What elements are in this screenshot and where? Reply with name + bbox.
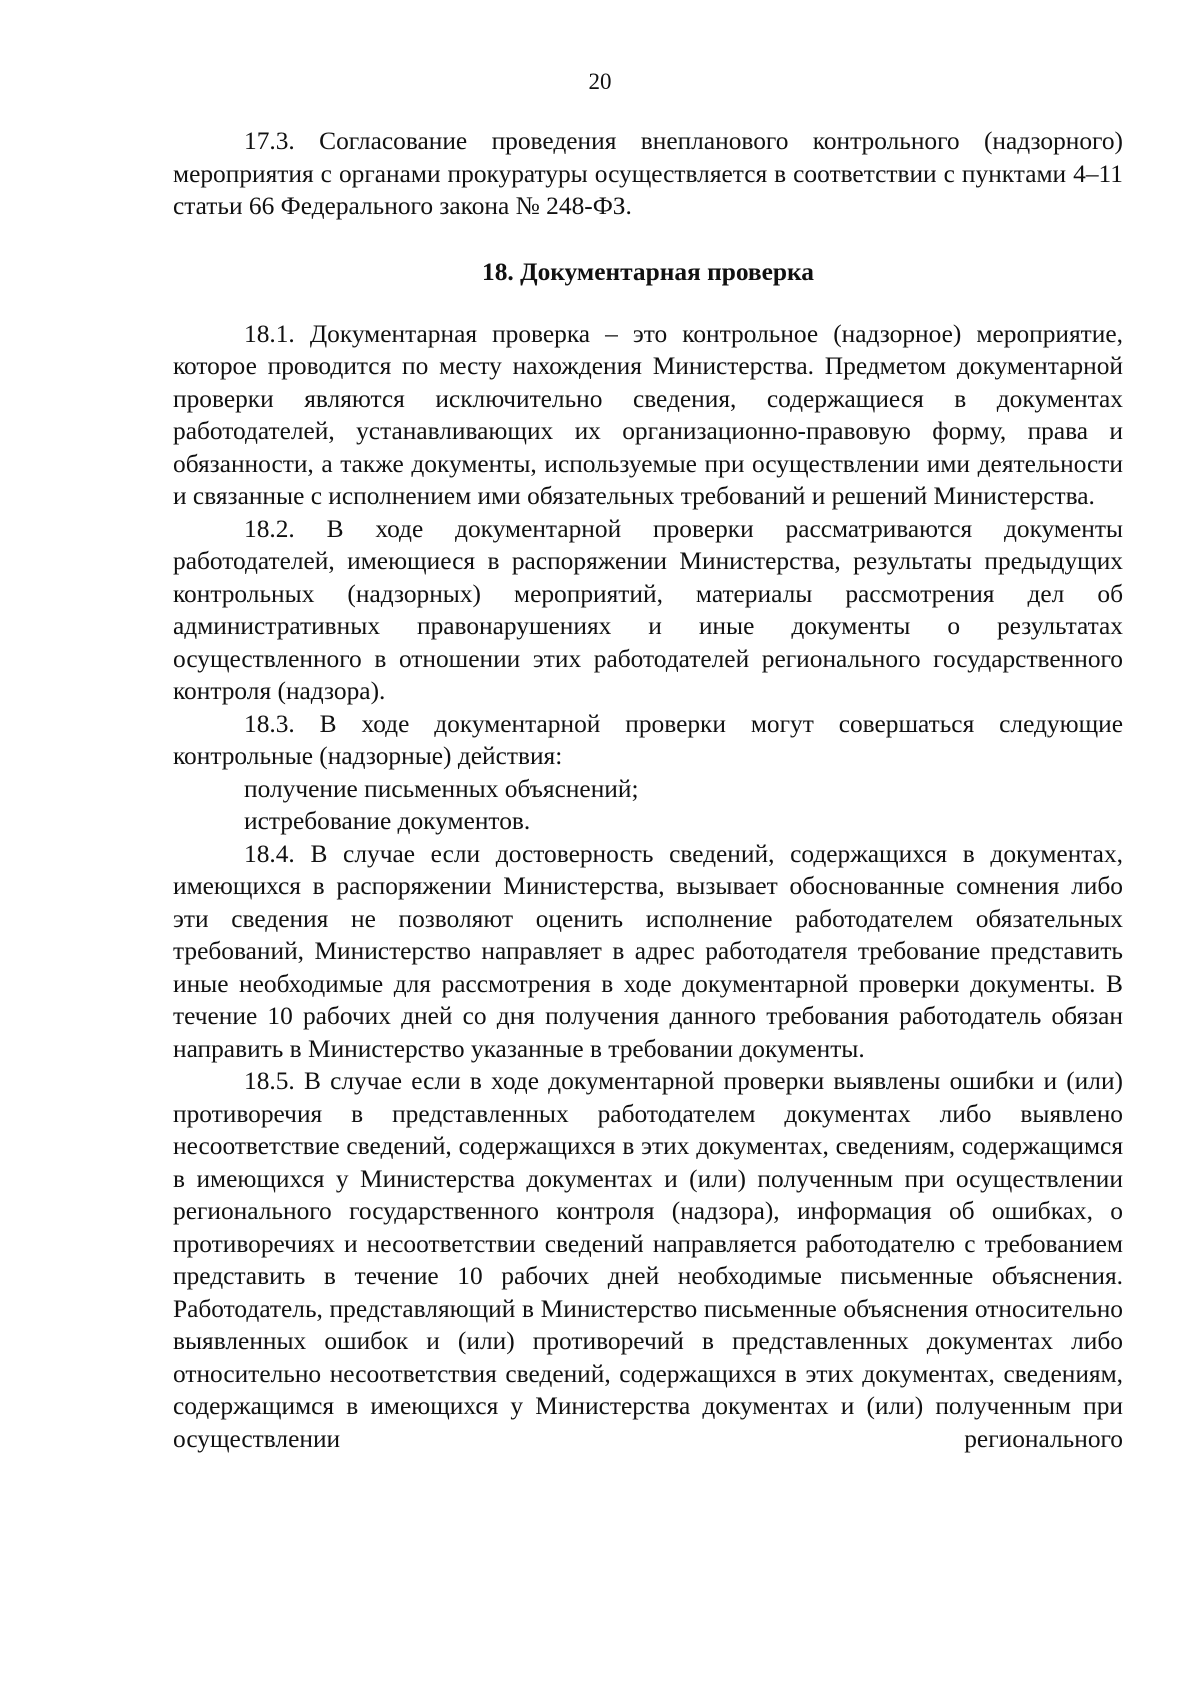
paragraph-18-3: 18.3. В ходе документарной проверки могут совершаться следующие контрольные (надзорные) действия: <box>173 709 1123 770</box>
paragraph-18-4: 18.4. В случае если достоверность сведений, содержащихся в документах, имеющихся в распоряжении Министерства, вызывает обоснованные сомнения либо эти сведения не позволяют оценить исполнение работодателем обязательных требований, Министерство направляет в адрес работодателя требование представить иные необходимые для рассмотрения в ходе документарной проверки документы. В течение 10 рабочих дней со дня получения данного требования работодатель обязан направить в Министерство указанные в требовании документы. <box>173 839 1123 1063</box>
paragraph-18-2: 18.2. В ходе документарной проверки рассматриваются документы работодателей, имеющиеся в распоряжении Министерства, результаты предыдущих контрольных (надзорных) мероприятий, материалы рассмотрения дел об административных правонарушениях и иные документы о результатах осуществленного в отношении этих работодателей регионального государственного контроля (надзора). <box>173 514 1123 705</box>
paragraph-18-5: 18.5. В случае если в ходе документарной проверки выявлены ошибки и (или) противоречия в представленных работодателем документах либо выявлено несоответствие сведений, содержащихся в этих документах, сведениям, содержащимся в имеющихся у Министерства документах и (или) полученным при осуществлении регионального государственного контроля (надзора), информация об ошибках, о противоречиях и несоответствии сведений направляется работодателю с требованием представить в течение 10 рабочих дней необходимые письменные объяснения. Работодатель, представляющий в Министерство письменные объяснения относительно выявленных ошибок и (или) противоречий в представленных документах либо относительно несоответствия сведений, содержащихся в этих документах, сведениям, содержащимся в имеющихся у Министерства документах и (или) полученным при осуществлении регионального <box>173 1067 1123 1453</box>
page-number: 20 <box>588 69 612 94</box>
paragraph-17-3: 17.3. Согласование проведения внепланового контрольного (надзорного) мероприятия с органами прокуратуры осуществляется в соответствии с пунктами 4–11 статьи 66 Федерального закона № 248-ФЗ. <box>173 127 1123 220</box>
document-body <box>173 125 1123 1455</box>
list-item-explanations: получение письменных объяснений; <box>244 774 639 803</box>
section-heading-18: 18. Документарная проверка <box>482 257 814 286</box>
paragraph-18-1: 18.1. Документарная проверка – это контрольное (надзорное) мероприятие, которое проводится по месту нахождения Министерства. Предметом документарной проверки являются исключительно сведения, содержащиеся в документах работодателей, устанавливающих их организационно-правовую форму, права и обязанности, а также документы, используемые при осуществлении ими деятельности и связанные с исполнением ими обязательных требований и решений Министерства. <box>173 319 1123 510</box>
list-item-documents: истребование документов. <box>244 807 531 835</box>
